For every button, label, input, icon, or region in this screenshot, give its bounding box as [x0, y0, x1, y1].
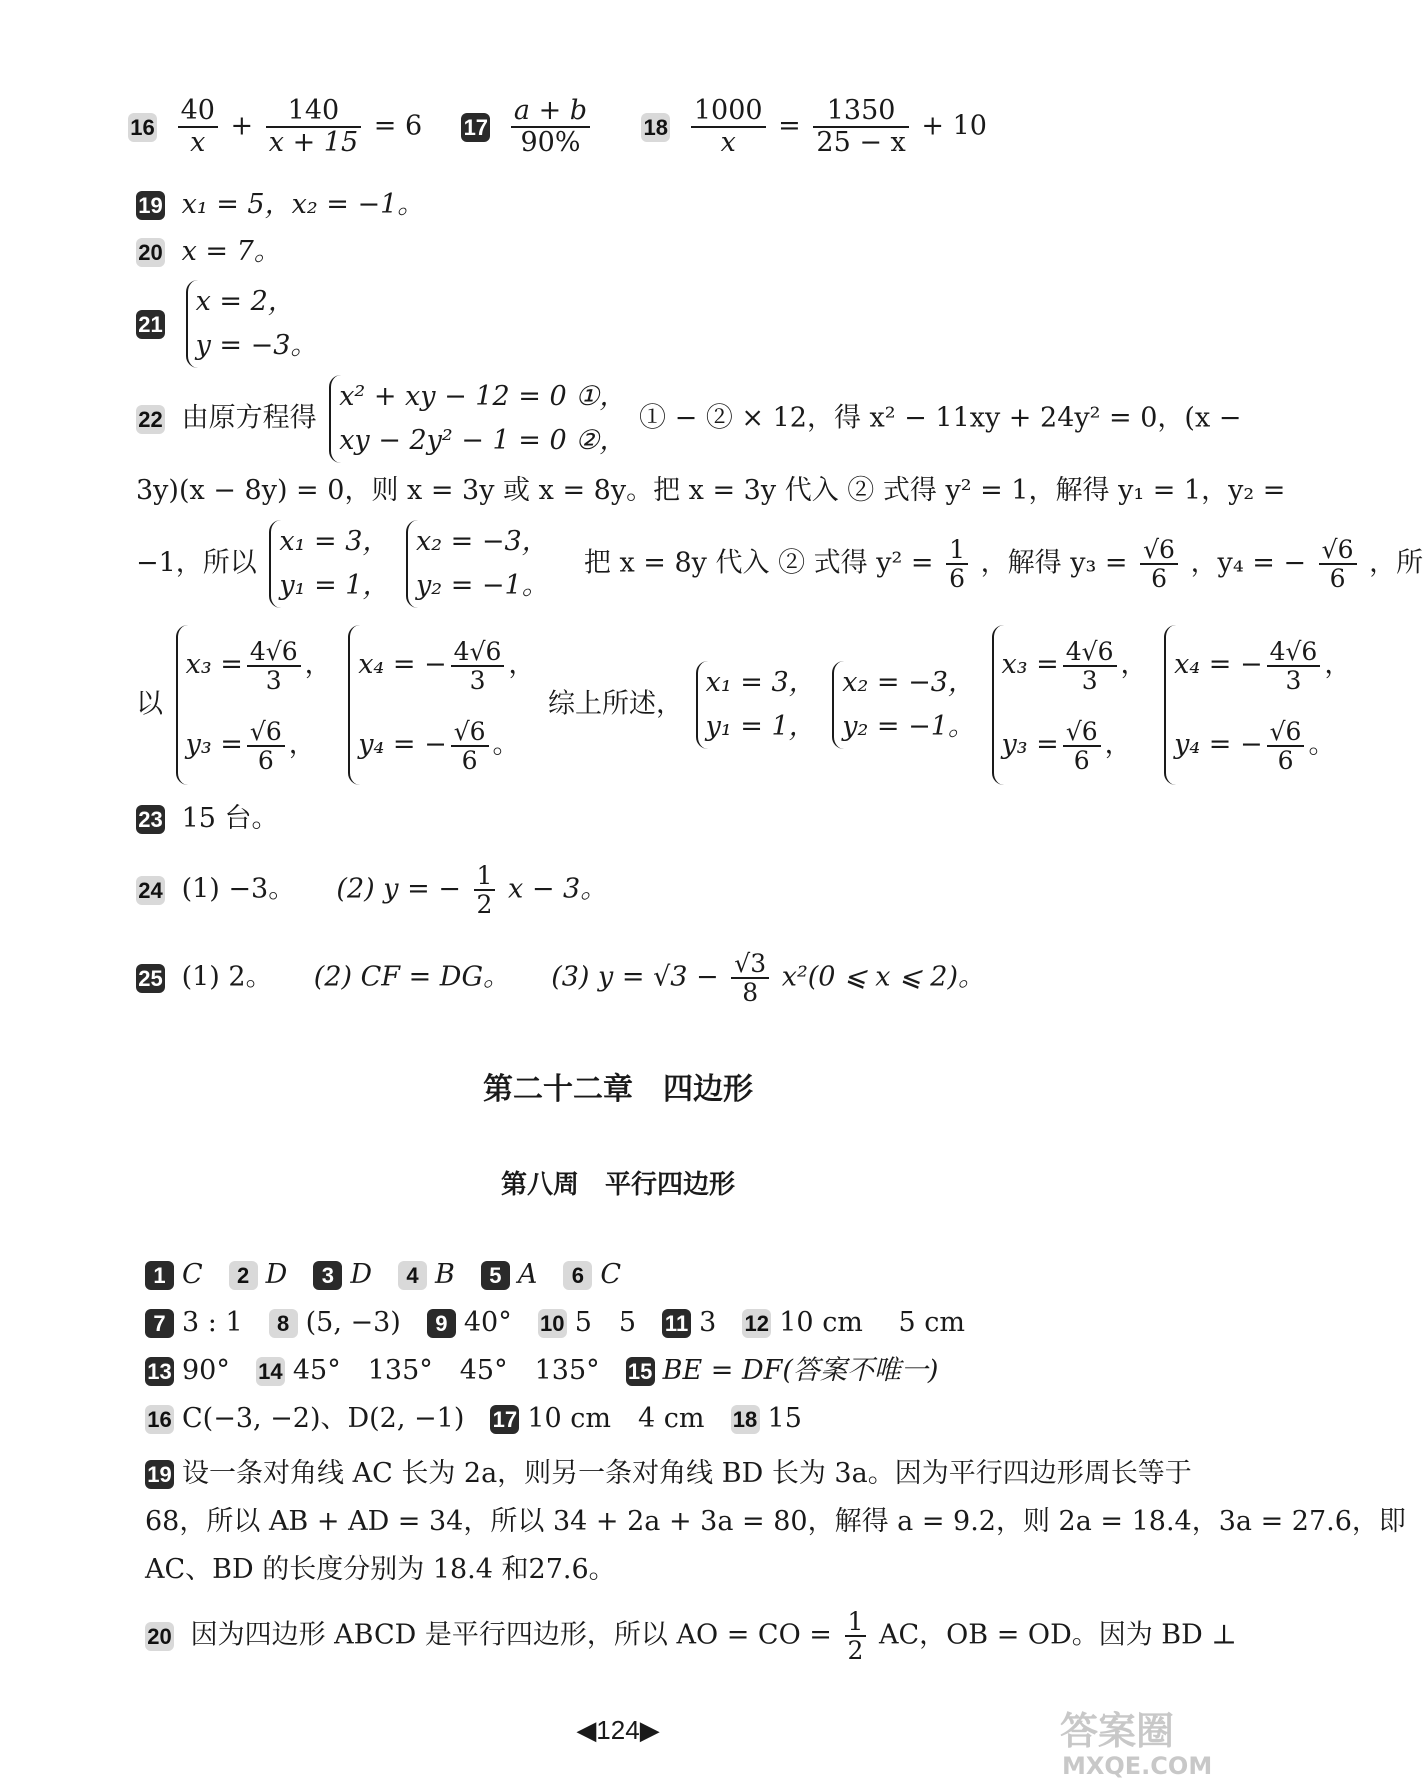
fraction: $\frac{√6}{6}$: [1140, 536, 1178, 592]
watermark-logo: 答案圈: [1060, 1709, 1175, 1753]
answer-item: [256, 1354, 600, 1388]
solution-system-3: x₃ = $\frac{4√6}{3}$ ， y₃ = $\frac{√6}{6}$ ，: [176, 625, 332, 785]
answer-item: [490, 1402, 704, 1436]
solution-system-4: x₄ = − $\frac{4√6}{3}$ ， y₄ = − $\frac{√6}{6}$ 。: [348, 625, 535, 785]
answers-row-4: [145, 1402, 828, 1436]
answer-text: C: [182, 1259, 203, 1290]
chapter-title: 第二十二章 四边形: [483, 1072, 753, 1107]
answer-item: [662, 1306, 716, 1340]
fraction: $\frac{a + b}{90\%}$: [511, 96, 590, 158]
answer-text: A: [517, 1259, 538, 1290]
answer-22-line3: −1，所以 x₁ = 3， y₁ = 1， x₂ = −3， y₂ = −1。 把 x = 8y 代入 ② 式得 y² = $\frac{1}{6}$ ，解得 y₃ = $\frac{√6}{6}$ ，y₄ = − $\frac{√6}{6}$ ，所: [136, 520, 1423, 608]
answer-item: [538, 1306, 636, 1340]
question-number-badge: 7: [145, 1309, 174, 1338]
solution-system-4-summary: x₄ = − $\frac{4√6}{3}$ ， y₄ = − $\frac{√6}{6}$ 。: [1164, 625, 1351, 785]
fraction: $\frac{1000}{x}$: [691, 96, 766, 158]
question-number-badge: 15: [626, 1357, 655, 1386]
fraction: $\frac{1}{6}$: [946, 536, 968, 592]
answer-text: 3 : 1: [182, 1307, 243, 1338]
answer-item: [145, 1402, 464, 1436]
answer-item: [398, 1258, 455, 1292]
fraction: $\frac{√3}{8}$: [731, 950, 769, 1006]
answer-text: BE = DF(答案不唯一): [662, 1355, 939, 1386]
answer-text: 40°: [463, 1307, 512, 1338]
answer-text: D: [350, 1259, 372, 1290]
answer-item: [145, 1306, 243, 1340]
answer-item: [145, 1354, 230, 1388]
answers-row-2: [145, 1306, 991, 1340]
answer-item: [742, 1306, 965, 1340]
equation-system: x₂ = −3， y₂ = −1。: [832, 661, 975, 749]
watermark-url: MXQE.COM: [1062, 1752, 1213, 1780]
question-number-badge: 21: [136, 310, 165, 339]
answer-text: 90°: [182, 1355, 230, 1386]
equation-system: x₁ = 3， y₁ = 1，: [269, 520, 389, 608]
question-number-badge: 4: [398, 1261, 427, 1290]
answers-row-3: [145, 1354, 964, 1388]
page-number: ◀124▶: [576, 1715, 660, 1745]
answer-text: 5 5: [574, 1307, 637, 1338]
answer-21: [136, 280, 321, 368]
question-number-badge: 14: [256, 1357, 285, 1386]
answer-text: D: [265, 1259, 288, 1290]
week-title: 第八周 平行四边形: [500, 1170, 735, 1200]
question-number-badge: 17: [461, 113, 490, 142]
answer-item: [313, 1258, 372, 1292]
answer-item: [481, 1258, 538, 1292]
answer-text: C(−3, −2)、D(2, −1): [182, 1403, 465, 1434]
answer-item: [563, 1258, 621, 1292]
answer-item: [427, 1306, 512, 1340]
answer-22-line1: 22 由原方程得 x² + xy − 12 = 0 ①， xy − 2y² − 1 = 0 ②， ① − ② × 12，得 x² − 11xy + 24y² = 0，(x −: [136, 375, 1241, 463]
question-number-badge: 20: [136, 238, 165, 267]
answer-20-block: 20 因为四边形 ABCD 是平行四边形，所以 AO = CO = $\frac{1}{2}$ AC，OB = OD。因为 BD ⊥: [145, 1608, 1237, 1664]
question-number-badge: 18: [641, 113, 670, 142]
question-number-badge: 2: [229, 1261, 258, 1290]
question-number-badge: 8: [269, 1309, 298, 1338]
question-number-badge: 18: [731, 1405, 760, 1434]
answer-item: [145, 1258, 203, 1292]
answer-text: 15: [767, 1403, 802, 1434]
question-number-badge: 13: [145, 1357, 174, 1386]
question-number-badge: 20: [145, 1622, 174, 1651]
answer-item: [626, 1354, 939, 1388]
fraction: $\frac{40}{x}$: [178, 96, 218, 158]
answer-item: [229, 1258, 288, 1292]
question-number-badge: 11: [662, 1309, 691, 1338]
question-number-badge: 23: [136, 805, 165, 834]
fraction: $\frac{1}{2}$: [845, 1608, 867, 1664]
answer-item: [269, 1306, 401, 1340]
answer-19: 19 x₁ = 5，x₂ = −1。: [136, 188, 424, 222]
fraction: $\frac{140}{x + 15}$: [266, 96, 361, 158]
question-number-badge: 17: [490, 1405, 519, 1434]
question-number-badge: 12: [742, 1309, 771, 1338]
answer-20: 20 x = 7。: [136, 235, 281, 269]
answer-24: 24 (1) −3。 (2) y = − $\frac{1}{2}$ x − 3。: [136, 862, 607, 918]
question-number-badge: 16: [128, 113, 157, 142]
question-number-badge: 3: [313, 1261, 342, 1290]
question-number-badge: 16: [145, 1405, 174, 1434]
equation-system: x² + xy − 12 = 0 ①， xy − 2y² − 1 = 0 ②，: [329, 375, 626, 463]
equation-system: x₂ = −3， y₂ = −1。: [406, 520, 549, 608]
answer-text: 3: [699, 1307, 717, 1338]
answer-text: B: [434, 1259, 455, 1290]
equation-system: x = 2， y = −3。: [186, 280, 318, 368]
answer-16-18-line: 16 $\frac{40}{x}$ + $\frac{140}{x + 15}$ = 6 17 $\frac{a + b}{90\%}$ 18 $\frac{1000}{x}$ = $\frac{1350}{25 - x}$ + 10: [128, 96, 987, 158]
answer-text: 45° 135° 45° 135°: [292, 1355, 600, 1386]
answer-text: (5, −3): [305, 1307, 401, 1338]
equation-system: x₁ = 3， y₁ = 1，: [696, 661, 816, 749]
answer-text: 10 cm 5 cm: [779, 1307, 965, 1338]
answer-item: [731, 1402, 802, 1436]
question-number-badge: 10: [538, 1309, 567, 1338]
solution-system-3-summary: x₃ = $\frac{4√6}{3}$ ， y₃ = $\frac{√6}{6}$ ，: [992, 625, 1148, 785]
question-number-badge: 6: [563, 1261, 592, 1290]
answer-text: 10 cm 4 cm: [527, 1403, 705, 1434]
question-number-badge: 1: [145, 1261, 174, 1290]
answer-19-block: 19 设一条对角线 AC 长为 2a，则另一条对角线 BD 长为 3a。因为平行四边形周长等于 68，所以 AB + AD = 34，所以 34 + 2a + 3a = 80，解得 a = 9.2，则 2a = 18.4，3a = 27.6，即 AC、BD 的长度分别为 18.4 和27.6。: [145, 1458, 1406, 1585]
answers-row-1: [145, 1258, 647, 1292]
question-number-badge: 5: [481, 1261, 510, 1290]
question-number-badge: 19: [136, 191, 165, 220]
question-number-badge: 19: [145, 1460, 174, 1489]
answer-22-line2: 3y)(x − 8y) = 0，则 x = 3y 或 x = 8y。把 x = 3y 代入 ② 式得 y² = 1，解得 y₁ = 1，y₂ =: [136, 475, 1286, 506]
answer-text: C: [600, 1259, 621, 1290]
question-number-badge: 25: [136, 964, 165, 993]
question-number-badge: 22: [136, 405, 165, 434]
answer-22-line4: 以 x₃ = $\frac{4√6}{3}$ ， y₃ = $\frac{√6}{6}$ ， x₄ = − $\frac{4√6}{3}$ ， y₄ = − $\frac{√6}{6}$ 。 综上所述， x₁ = 3， y₁ = 1， x₂ = −3， y₂ = −1。 x₃ = $\frac{4√6}{3}$ ， y₃ = $\frac{√6}{6}$ ， x₄ = − $\frac{4√6}{3}$ ， y₄ = − $\frac{√6}{6}$ 。: [136, 625, 1355, 785]
question-number-badge: 9: [427, 1309, 456, 1338]
answer-23: 23 15 台。: [136, 802, 279, 836]
fraction: $\frac{√6}{6}$: [1319, 536, 1357, 592]
answer-25: 25 (1) 2。 (2) CF = DG。 (3) y = √3 − $\frac{√3}{8}$ x²(0 ⩽ x ⩽ 2)。: [136, 950, 985, 1006]
question-number-badge: 24: [136, 876, 165, 905]
fraction: $\frac{1350}{25 - x}$: [813, 96, 908, 158]
fraction: $\frac{1}{2}$: [474, 862, 496, 918]
